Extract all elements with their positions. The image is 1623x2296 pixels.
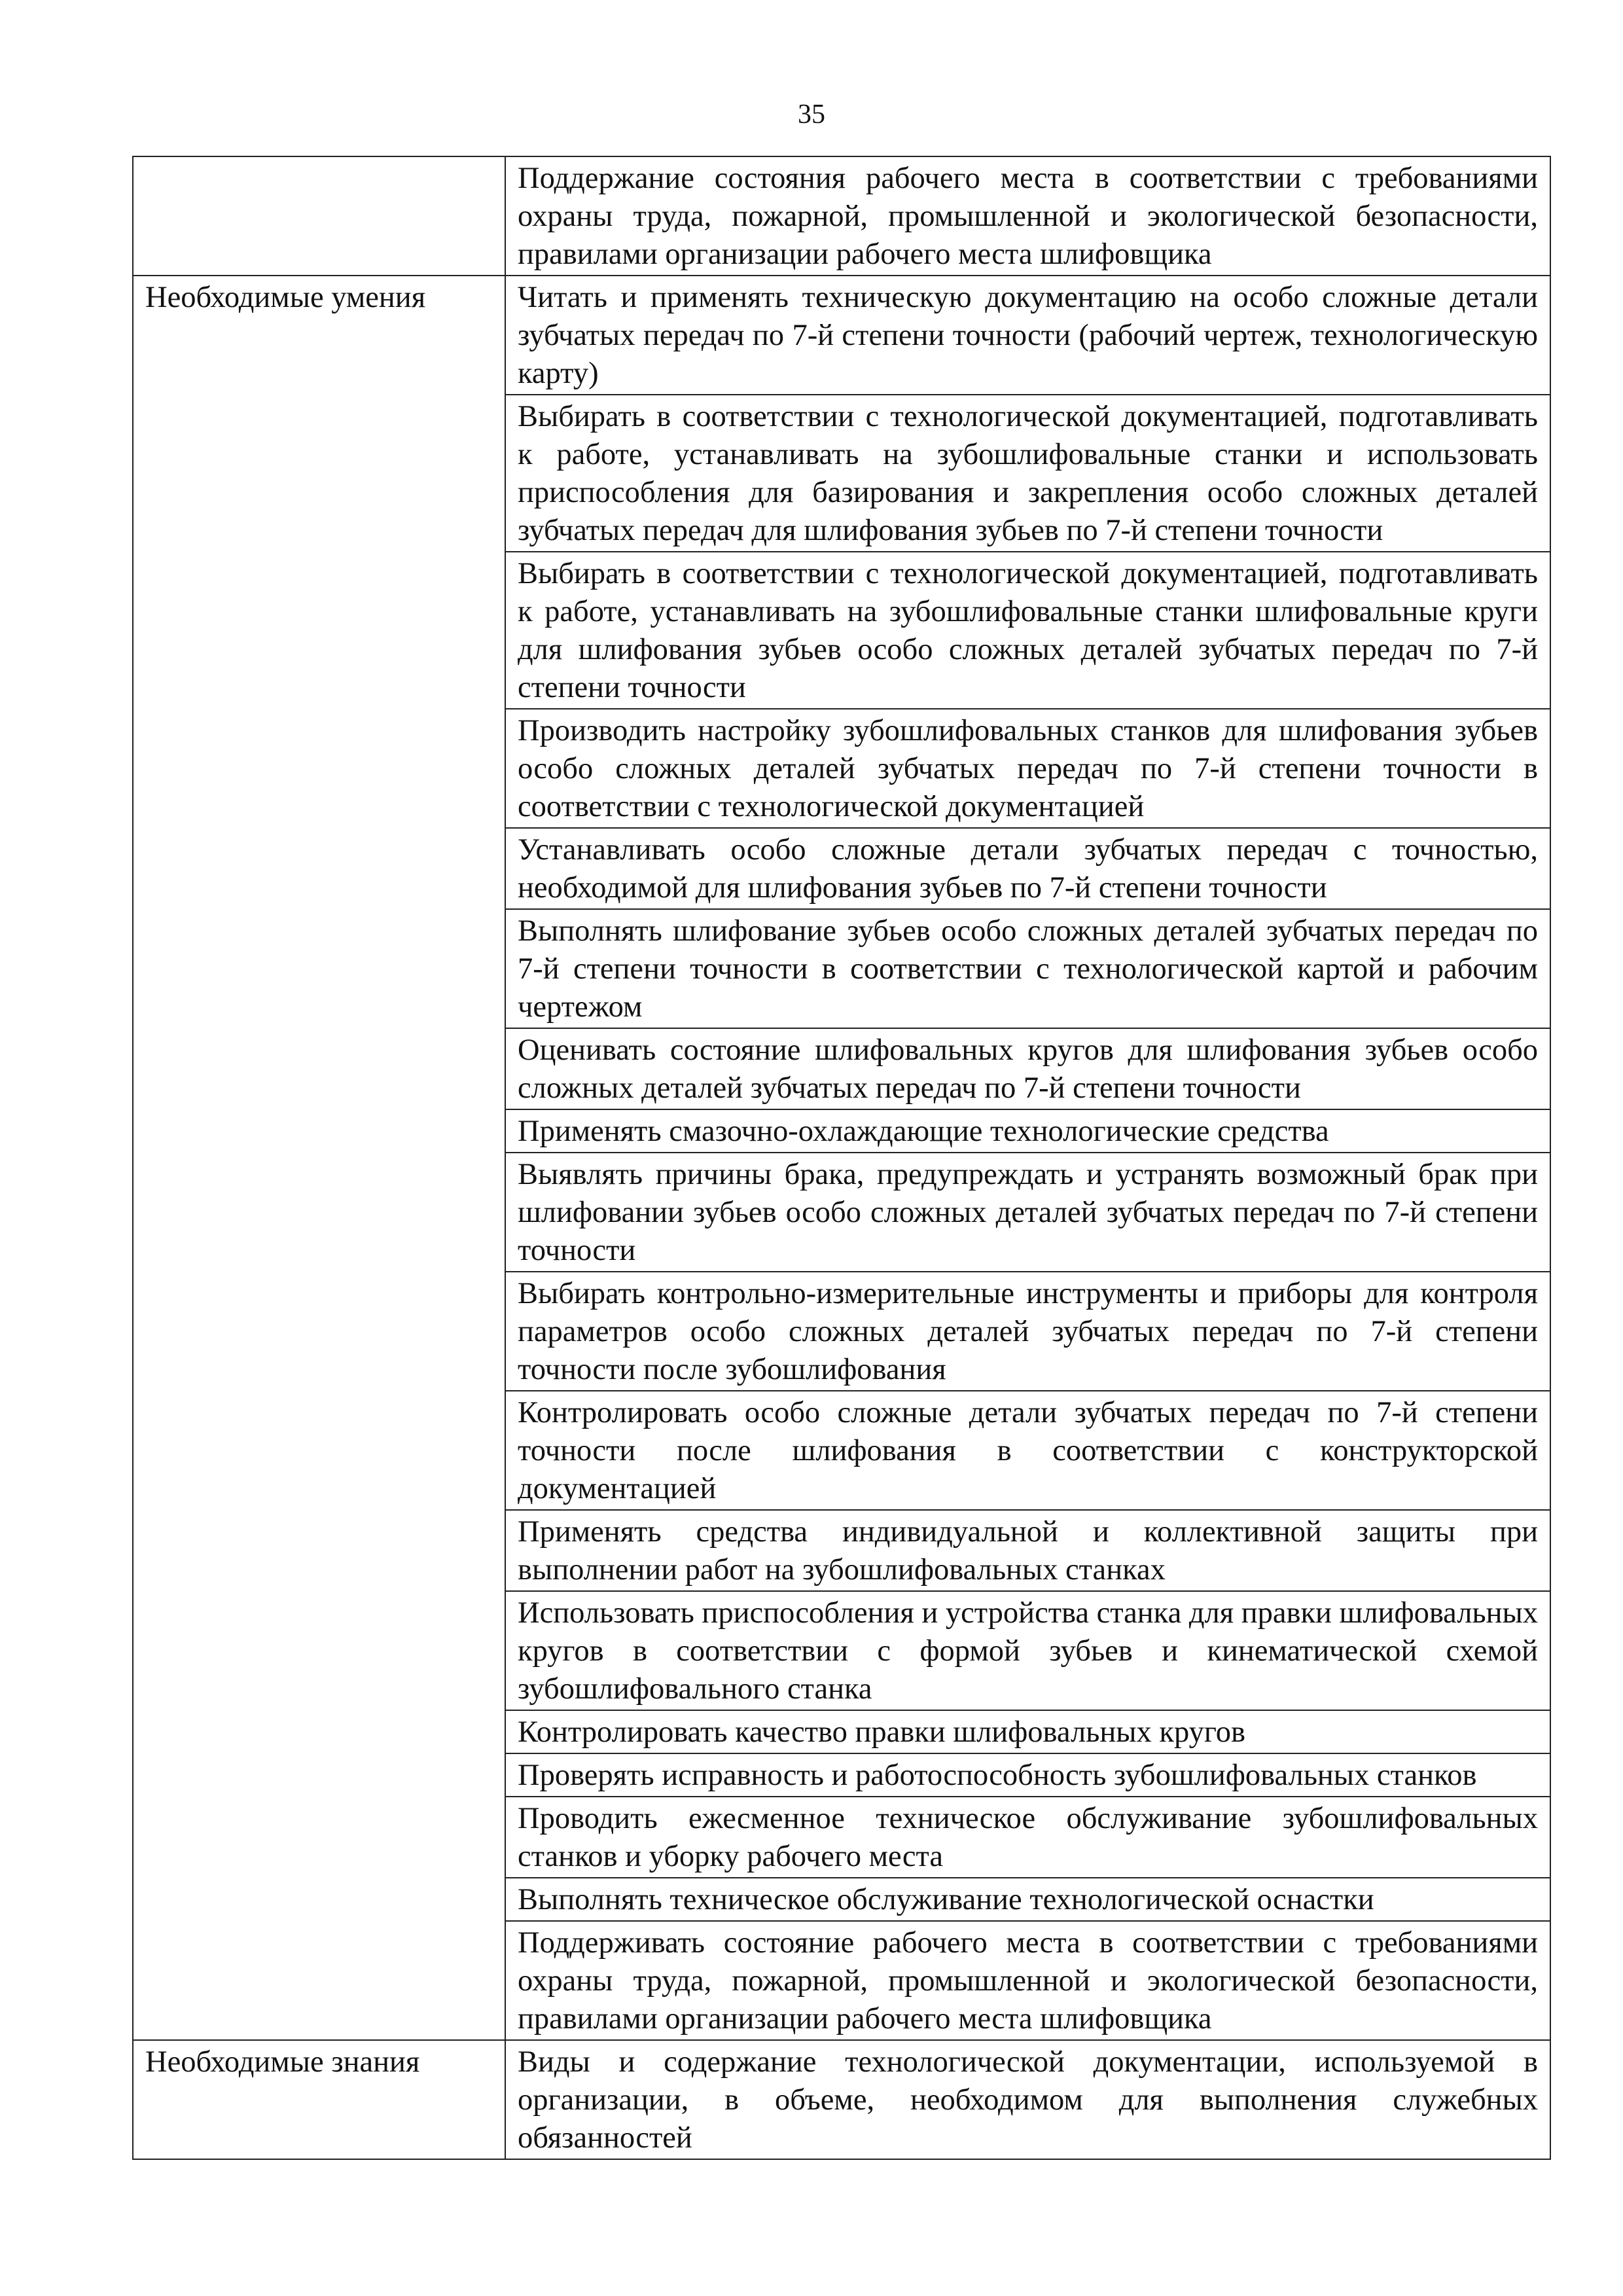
text-cell: Контролировать особо сложные детали зубчатых передач по 7-й степени точности после шлифования в соответствии с конструкторской документацией	[505, 1391, 1550, 1510]
text-cell: Поддержание состояния рабочего места в соответствии с требованиями охраны труда, пожарной, промышленной и экологической безопасности, правилами организации рабочего места шлифовщика	[505, 156, 1550, 276]
text-cell: Выбирать в соответствии с технологической документацией, подготавливать к работе, устанавливать на зубошлифовальные станки и использовать приспособления для базирования и закрепления особо сложных деталей зубчатых передач для шлифования зубьев по 7-й степени точности	[505, 395, 1550, 552]
text-cell: Поддерживать состояние рабочего места в соответствии с требованиями охраны труда, пожарной, промышленной и экологической безопасности, правилами организации рабочего места шлифовщика	[505, 1921, 1550, 2040]
table-row-knowledge	[133, 2040, 1550, 2159]
text-cell: Читать и применять техническую документацию на особо сложные детали зубчатых передач по 7-й степени точности (рабочий чертеж, технологическую карту)	[505, 276, 1550, 395]
table-row-skills	[133, 276, 1550, 395]
text-cell: Проверять исправность и работоспособность зубошлифовальных станков	[505, 1753, 1550, 1797]
text-cell: Применять смазочно-охлаждающие технологические средства	[505, 1109, 1550, 1153]
text-cell: Выбирать в соответствии с технологической документацией, подготавливать к работе, устанавливать на зубошлифовальные станки шлифовальные круги для шлифования зубьев особо сложных деталей зубчатых передач по 7-й степени точности	[505, 552, 1550, 709]
text-cell: Устанавливать особо сложные детали зубчатых передач с точностью, необходимой для шлифования зубьев по 7-й степени точности	[505, 828, 1550, 909]
required-skills-label: Необходимые умения	[133, 276, 505, 2040]
text-cell: Применять средства индивидуальной и коллективной защиты при выполнении работ на зубошлифовальных станках	[505, 1510, 1550, 1591]
text-cell: Использовать приспособления и устройства станка для правки шлифовальных кругов в соответствии с формой зубьев и кинематической схемой зубошлифовального станка	[505, 1591, 1550, 1710]
table-row-continuation	[133, 156, 1550, 276]
text-cell: Выбирать контрольно-измерительные инструменты и приборы для контроля параметров особо сложных деталей зубчатых передач по 7-й степени точности после зубошлифования	[505, 1272, 1550, 1391]
text-cell: Выявлять причины брака, предупреждать и устранять возможный брак при шлифовании зубьев особо сложных деталей зубчатых передач по 7-й степени точности	[505, 1153, 1550, 1272]
text-cell: Производить настройку зубошлифовальных станков для шлифования зубьев особо сложных деталей зубчатых передач по 7-й степени точности в соответствии с технологической документацией	[505, 709, 1550, 828]
text-cell: Контролировать качество правки шлифовальных кругов	[505, 1710, 1550, 1753]
text-cell: Оценивать состояние шлифовальных кругов для шлифования зубьев особо сложных деталей зубчатых передач по 7-й степени точности	[505, 1028, 1550, 1109]
requirements-table	[132, 156, 1551, 2160]
page-number: 35	[798, 99, 825, 130]
text-cell: Проводить ежесменное техническое обслуживание зубошлифовальных станков и уборку рабочего места	[505, 1797, 1550, 1878]
text-cell: Выполнять техническое обслуживание технологической оснастки	[505, 1878, 1550, 1921]
required-knowledge-label: Необходимые знания	[133, 2040, 505, 2159]
text-cell: Выполнять шлифование зубьев особо сложных деталей зубчатых передач по 7-й степени точности в соответствии с технологической картой и рабочим чертежом	[505, 909, 1550, 1028]
label-cell	[133, 156, 505, 276]
text-cell: Виды и содержание технологической документации, используемой в организации, в объеме, необходимом для выполнения служебных обязанностей	[505, 2040, 1550, 2159]
